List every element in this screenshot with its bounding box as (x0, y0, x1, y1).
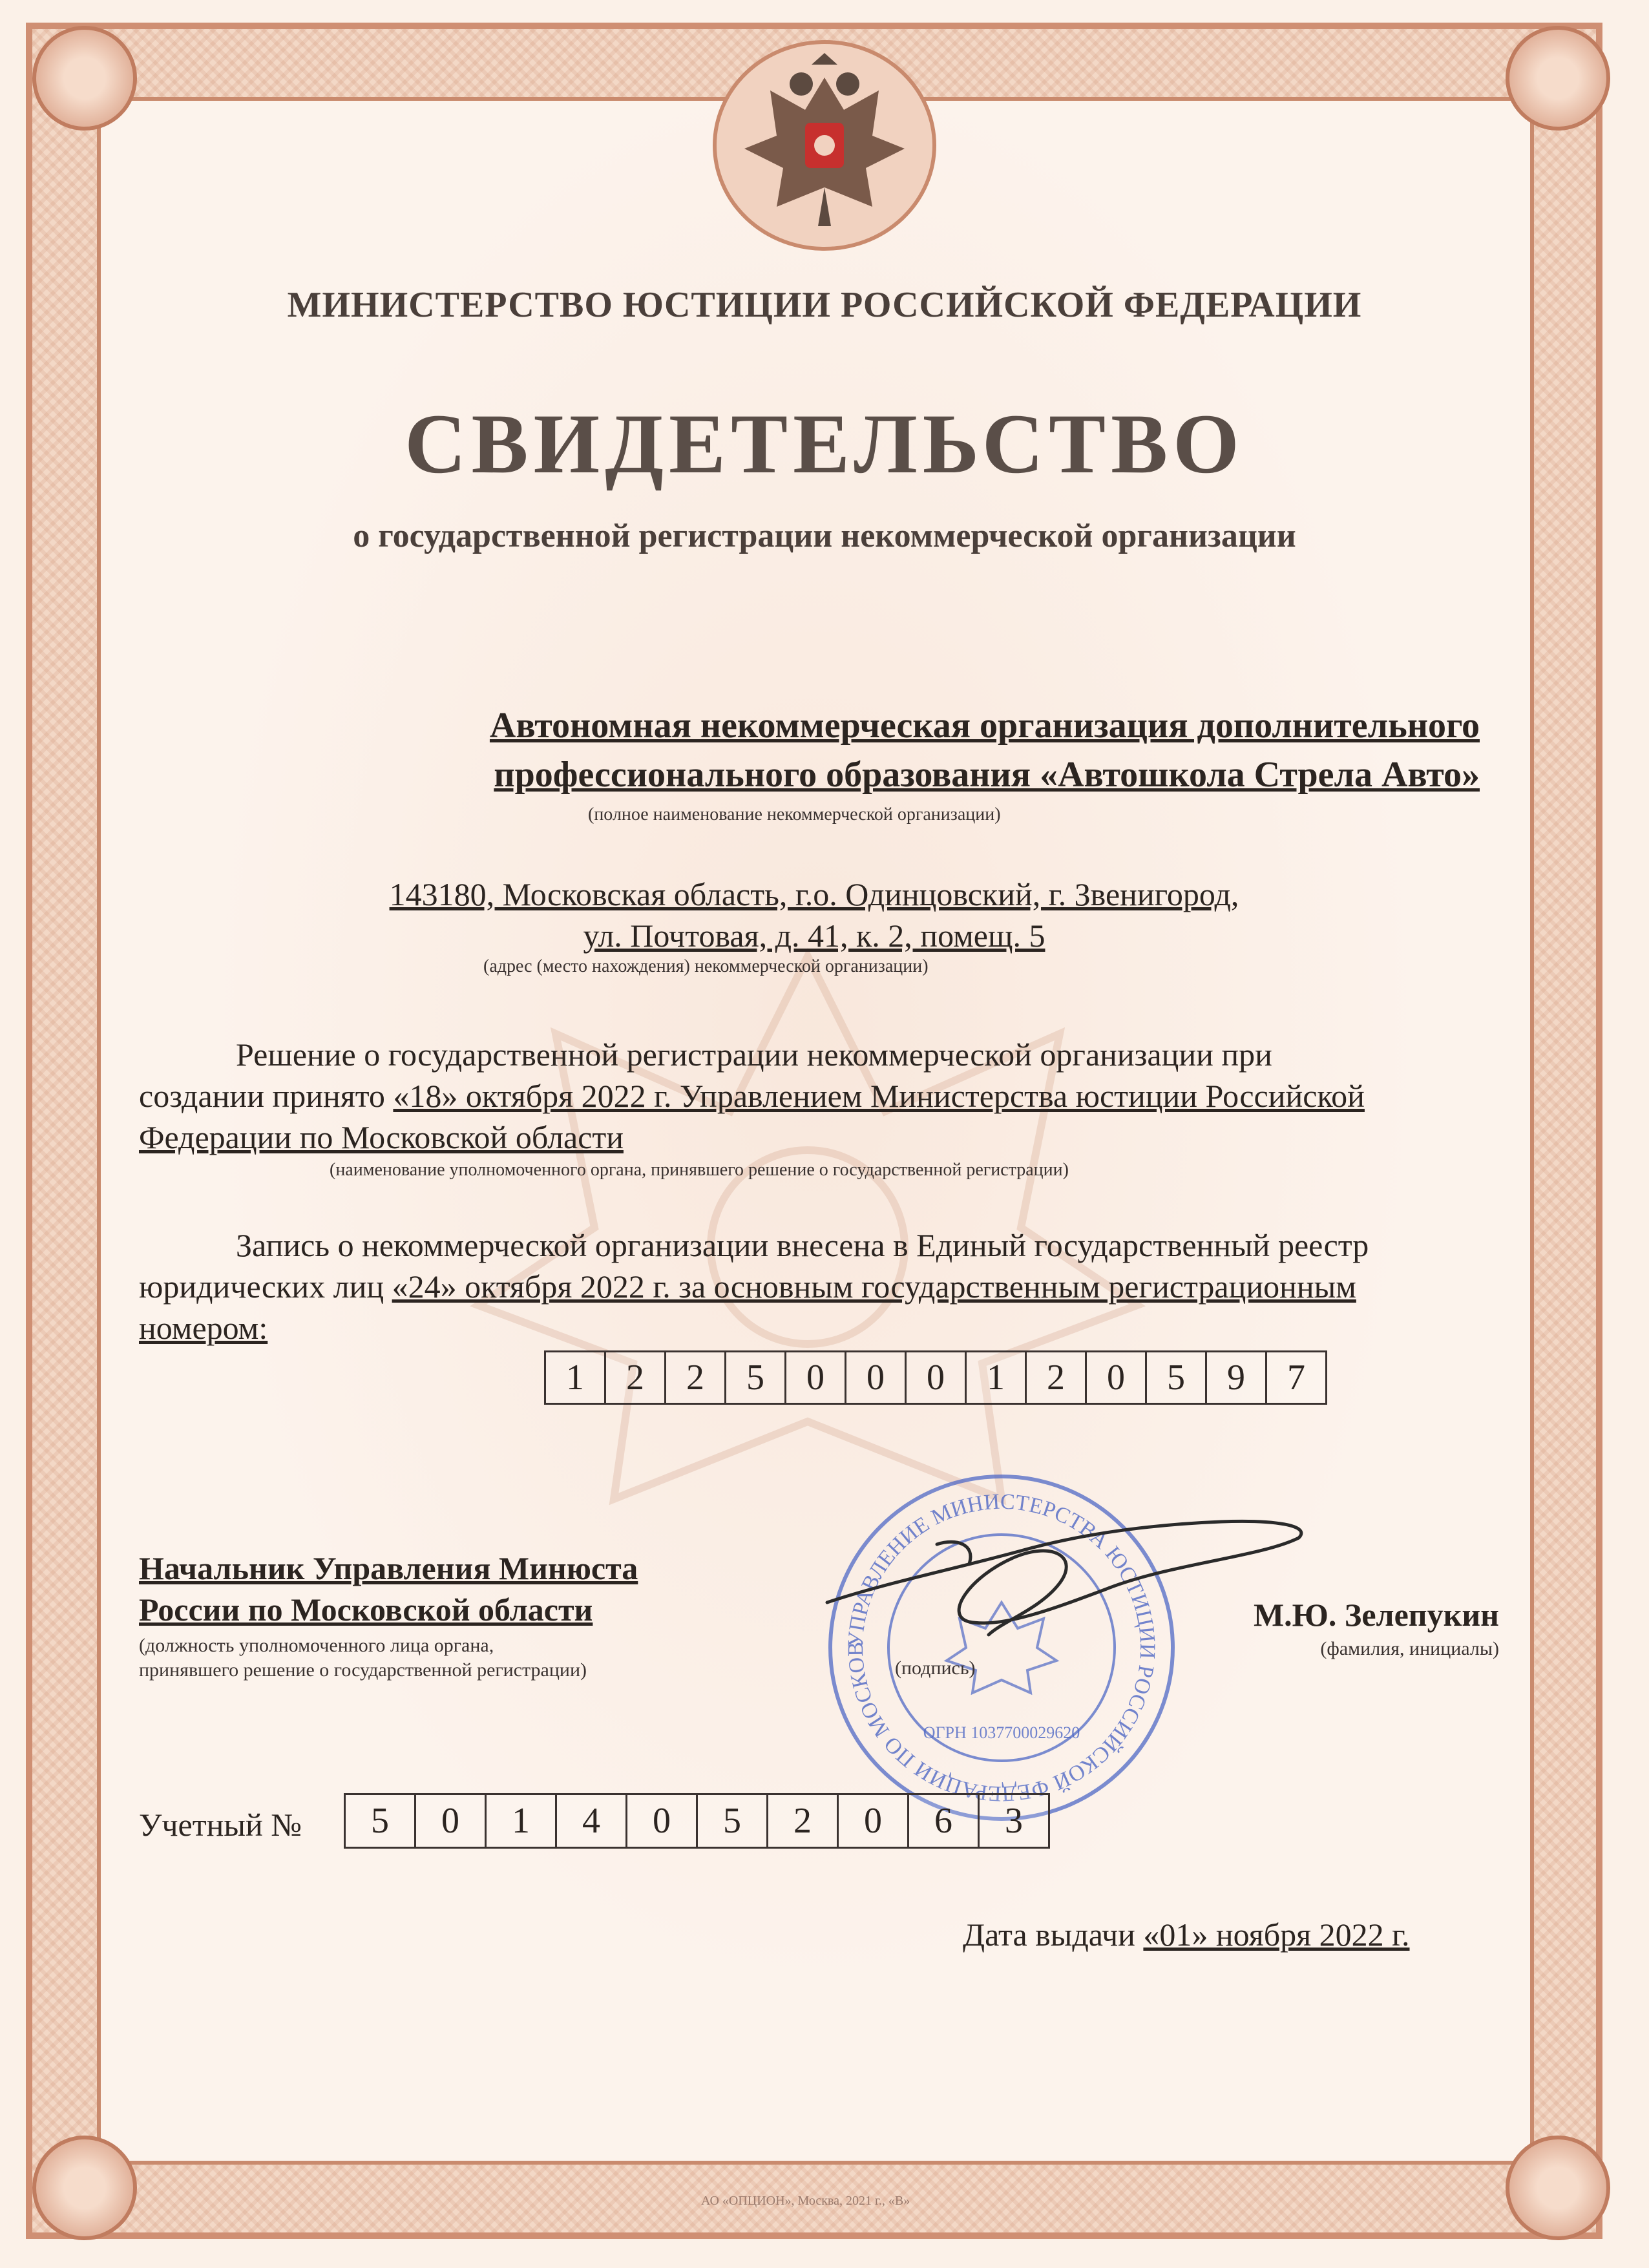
issue-date-label: Дата выдачи (963, 1916, 1144, 1953)
account-number (346, 1793, 1050, 1849)
printer-imprint: АО «ОПЦИОН», Москва, 2021 г., «В» (701, 2194, 910, 2208)
account-number-label: Учетный № (139, 1807, 302, 1843)
issue-date: «01» ноября 2022 г. (1143, 1916, 1410, 1953)
decision-line2 (139, 1075, 1496, 1117)
account-digit: 3 (978, 1793, 1050, 1849)
ogrn-digit: 0 (1085, 1350, 1147, 1405)
record-line3: номером: (139, 1310, 268, 1346)
organization-name-line2: профессионального образования «Автошкола Стрела Авто» (494, 755, 1480, 795)
ogrn-digit: 7 (1265, 1350, 1327, 1405)
organization-address (323, 874, 1305, 956)
coat-of-arms-icon (711, 39, 938, 252)
signatory-position-line2: России по Московской области (139, 1591, 593, 1628)
record-line2 (139, 1266, 1496, 1307)
decision-paragraph (139, 1034, 1496, 1158)
record-line2-prefix: юридических лиц (139, 1268, 392, 1305)
organization-name (278, 701, 1480, 799)
organization-name-line1: Автономная некоммерческая организация дополнительного (489, 706, 1480, 746)
account-digit: 5 (696, 1793, 768, 1849)
account-digit: 6 (907, 1793, 980, 1849)
ogrn-digit: 5 (724, 1350, 786, 1405)
corner-ornament-bottom-left (32, 2136, 137, 2240)
signatory-name: М.Ю. Зелепукин (1253, 1597, 1499, 1633)
signatory-position-caption (139, 1633, 587, 1683)
decision-date-authority: «18» октября 2022 г. Управлением Министерства юстиции Российской (393, 1078, 1365, 1114)
stamp-ring-text: УПРАВЛЕНИЕ МИНИСТЕРСТВА ЮСТИЦИИ РОССИЙСКОЙ ФЕДЕРАЦИИ ПО МОСКОВ (843, 1489, 1160, 1806)
position-caption-line2: принявшего решение о государственной регистрации) (139, 1659, 587, 1681)
signature-caption: (подпись) (895, 1657, 976, 1679)
address-line1: 143180, Московская область, г.о. Одинцовский, г. Звенигород, (389, 876, 1239, 912)
issue-date-line (963, 1916, 1410, 1953)
ogrn-digit: 2 (604, 1350, 666, 1405)
signatory-position (139, 1548, 638, 1630)
address-caption: (адрес (место нахождения) некоммерческой организации) (483, 956, 929, 976)
account-digit: 0 (625, 1793, 698, 1849)
ogrn-digit: 0 (784, 1350, 846, 1405)
corner-ornament-bottom-right (1506, 2136, 1610, 2240)
ogrn-digit: 0 (845, 1350, 907, 1405)
certificate-subtitle: о государственной регистрации некоммерческой организации (353, 518, 1296, 554)
corner-ornament-top-left (32, 26, 137, 131)
address-line2: ул. Почтовая, д. 41, к. 2, помещ. 5 (583, 918, 1045, 954)
certificate-title: СВИДЕТЕЛЬСТВО (404, 396, 1245, 491)
signatory-position-line1: Начальник Управления Минюста (139, 1550, 638, 1586)
decision-caption: (наименование уполномоченного органа, принявшего решение о государственной регистрации) (330, 1160, 1069, 1180)
account-digit: 5 (344, 1793, 416, 1849)
organization-name-caption: (полное наименование некоммерческой организации) (588, 804, 1001, 824)
record-date: «24» октября 2022 г. за основным государственным регистрационным (392, 1268, 1356, 1305)
ogrn-digit: 1 (544, 1350, 606, 1405)
ogrn-digit: 5 (1145, 1350, 1207, 1405)
account-digit: 4 (555, 1793, 627, 1849)
decision-line2-prefix: создании принято (139, 1078, 394, 1114)
record-paragraph (139, 1224, 1496, 1349)
position-caption-line1: (должность уполномоченного лица органа, (139, 1635, 494, 1656)
ogrn-digit: 0 (905, 1350, 967, 1405)
signatory-name-caption: (фамилия, инициалы) (1320, 1638, 1499, 1659)
account-digit: 1 (485, 1793, 557, 1849)
decision-line1: Решение о государственной регистрации некоммерческой организации при (236, 1036, 1272, 1073)
ogrn-number (546, 1350, 1327, 1405)
ministry-title: МИНИСТЕРСТВО ЮСТИЦИИ РОССИЙСКОЙ ФЕДЕРАЦИИ (287, 285, 1362, 325)
ogrn-digit: 2 (664, 1350, 726, 1405)
account-digit: 2 (766, 1793, 839, 1849)
ogrn-digit: 1 (965, 1350, 1027, 1405)
ogrn-digit: 2 (1025, 1350, 1087, 1405)
account-digit: 0 (414, 1793, 487, 1849)
account-digit: 0 (837, 1793, 909, 1849)
ogrn-digit: 9 (1205, 1350, 1267, 1405)
record-line1: Запись о некоммерческой организации внесена в Единый государственный реестр (236, 1227, 1369, 1263)
stamp-inner-text: ОГРН 1037700029620 (923, 1723, 1080, 1742)
corner-ornament-top-right (1506, 26, 1610, 131)
decision-authority-line3: Федерации по Московской области (139, 1119, 624, 1155)
